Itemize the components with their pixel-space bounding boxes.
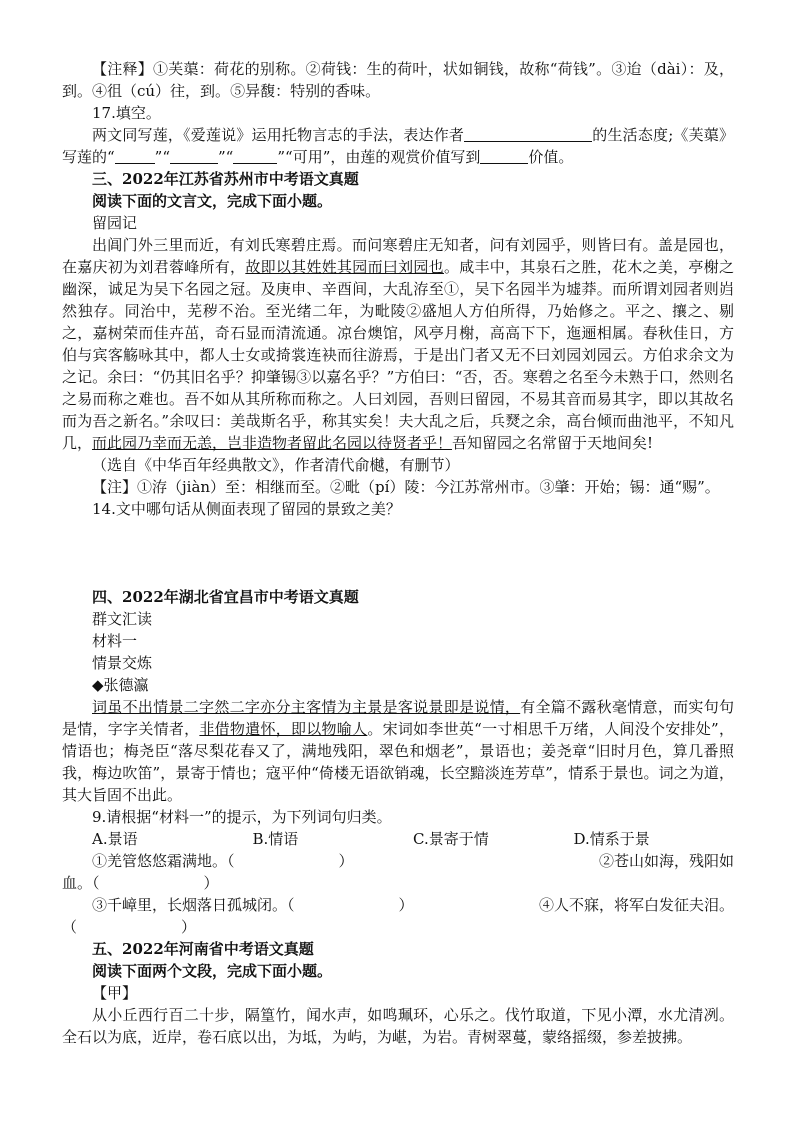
passage-body [62,234,734,454]
question-17-text [62,124,734,168]
q17-part-e: ”“可用”，由莲的观赏价值写到 [277,148,481,166]
passage-body: 从小丘西行百二十步，隔篁竹，闻水声，如鸣珮环，心乐之。伐竹取道，下见小潭，水尤清冽。全石以为底，近岸，卷石底以出，为坻，为屿，为嵁，为岩。青树翠蔓，蒙络摇缀，参差披拂。 [62,1006,734,1046]
answer-blank[interactable] [115,147,155,164]
item-3-text: ③千嶂里，长烟落日孤城闭。（ [92,896,295,914]
passage-text: 。咸丰中，其泉石之胜，花木之美，亭榭之幽深，诚足为吴下名园之冠。及庚申、辛酉间，大乱洊至①，吴下名园半为墟莽。而所谓刘园者则岿然独存。同治中，芜秽不治。至光绪二年，为毗陵②盛旭人方伯所得，乃始修之。平之、攘之、剔之，嘉树荣而佳卉茁，奇石显而清流通。凉台燠馆，风亭月榭，高高下下，迤逦相属。春秋佳日，方伯与宾客觞咏其中，都人士女或掎裳连袂而往游焉，于是出门者又无不曰刘园刘园云。方伯求余文为之记。余曰：“仍其旧名乎？抑肇锡③以嘉名乎？”方伯曰：“否，否。寒碧之名至今未熟于口，然则名之易而称之难也。吾不如从其所称而称之。人曰刘园，吾则曰留园，不易其音而易其字，即以其故名而为吾之新名。”余叹曰：美哉斯名乎，称其实矣！夫大乱之后，兵燹之余，高台倾而曲池平，不知凡几， [62,258,734,452]
item-3 [92,894,414,916]
option-list [62,828,734,850]
instruction [62,960,734,982]
heading-prefix: 四、 [92,588,123,606]
heading-prefix: 五、 [92,940,123,958]
item-2-text: 血。（ [62,874,100,892]
reading-label: 群文汇读 [92,610,153,628]
instruction-text: 阅读下面两个文段，完成下面小题。 [92,962,333,980]
passage-text: 吾知留园之名常留于天地间矣! [452,434,654,452]
item-4-start: ④人不寐，将军白发征夫泪。 [538,896,734,914]
answer-blank[interactable] [233,147,277,164]
item-4-close: ） [181,918,197,936]
underlined-phrase: 非借物遣怀，即以物喻人 [199,720,368,738]
instruction [62,190,734,212]
item-1-text: ①羌管悠悠霜满地。（ [92,852,235,870]
passage-title: 留园记 [92,214,138,232]
question-items-row1 [62,850,734,872]
underlined-sentence: 词虽不出情景二字然二字亦分主客情为主景是客说景即是说情， [92,698,521,716]
question-14: 14.文中哪句话从侧面表现了留园的景致之美？ [92,500,401,518]
option-c: C.景寄于情 [413,830,489,848]
heading-year: 2022 [122,170,164,188]
q17-part-d: ”“ [218,148,234,166]
passage-note: 【注】①洊（jiàn）至：相继而至。②毗（pí）陵：今江苏常州市。③肇：开始；锡：通“赐”。 [92,478,720,496]
material-label: 材料一 [92,632,138,650]
q17-part-b: 的生活态度;《芙蕖》写莲的“ [62,126,734,166]
item-4-end [62,916,734,938]
question-9: 9.请根据“材料一”的提示，为下列词句归类。 [92,808,392,826]
passage-text: 出阊门外三里而近，有刘氏寒碧庄焉。而问寒碧庄无知者，问有刘园乎，则皆曰有。盖是园也，在嘉庆初为刘君蓉峰所有， [62,236,734,276]
material-text: 有全篇不露秋毫情意，而实句句是情，字字关情者， [62,698,734,738]
item-2-start: ②苍山如海，残阳如 [598,852,734,870]
material-title: 情景交炼 [92,654,153,672]
heading-prefix: 三、 [92,170,123,188]
item-3-close: ） [398,896,414,914]
section-heading-henan [62,938,734,960]
option-a: A.景语 [92,830,138,848]
question-17: 17.填空。 [92,104,161,122]
item-2-end [62,872,734,894]
answer-blank[interactable] [170,147,218,164]
item-1 [92,850,354,872]
item-1-close: ） [338,852,354,870]
material-body [62,696,734,806]
heading-rest: 年湖北省宜昌市中考语文真题 [163,588,359,606]
instruction-text: 阅读下面的文言文，完成下面小题。 [92,192,333,210]
material-author: ◆张德瀛 [92,676,149,694]
heading-rest: 年河南省中考语文真题 [163,940,314,958]
question-items-row2 [62,894,734,916]
heading-rest: 年江苏省苏州市中考语文真题 [163,170,359,188]
q17-part-a: 两文同写莲，《爱莲说》运用托物言志的手法，表达作者 [92,126,465,144]
document-content [62,58,734,1048]
option-d: D.情系于景 [573,830,650,848]
answer-blank[interactable] [480,147,528,164]
passage-source: （选自《中华百年经典散文》，作者清代俞樾，有删节） [92,456,460,474]
underlined-sentence: 而此园乃幸而无恙，岂非造物者留此名园以待贤者乎！ [92,434,453,452]
q17-part-c: ”“ [154,148,171,166]
annotation-note: 【注释】①芙蕖：荷花的别称。②荷钱：生的荷叶，状如铜钱，故称“荷钱”。③迨（dài）：及，到。④徂（cú）往，到。⑤异馥：特别的香味。 [62,60,734,100]
underlined-sentence: 故即以其姓姓其园而曰刘园也 [245,258,444,276]
section-heading-yichang [62,586,734,608]
q17-part-f: 价值。 [528,148,574,166]
material-text: 。宋词如李世英“一寸相思千万绪，人间没个安排处”，情语也；梅尧臣“落尽梨花春又了，满地残阳，翠色和烟老”，景语也；姜尧章“旧时月色，算几番照我，梅边吹笛”，景寄于情也；寇平仲“倚楼无语欲销魂，长空黯淡连芳草”，情系于景也。词之为道，其大旨固不出此。 [62,720,734,804]
heading-year: 2022 [122,940,164,958]
section-heading-suzhou [62,168,734,190]
answer-blank[interactable] [464,125,592,142]
answer-space [62,520,734,586]
item-4-text: （ [62,918,78,936]
passage-label: 【甲】 [92,984,138,1002]
heading-year: 2022 [122,588,164,606]
option-b: B.情语 [252,830,299,848]
item-2-close: ） [203,874,219,892]
